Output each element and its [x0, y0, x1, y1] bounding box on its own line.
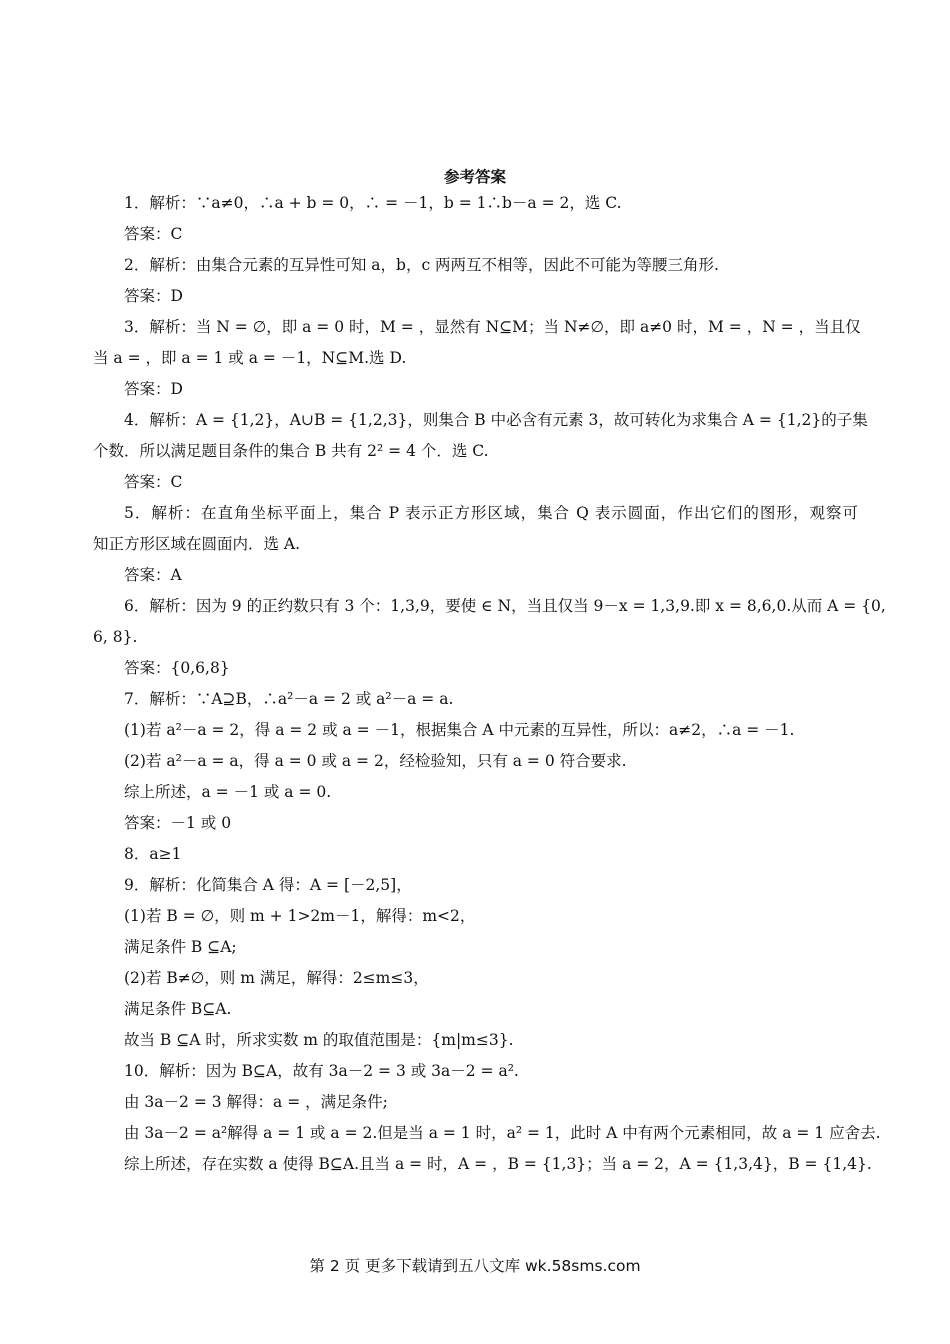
answer-9-case-2: (2)若 B≠∅，则 m 满足，解得：2≤m≤3， [124, 969, 429, 987]
answer-9-summary: 故当 B ⊆A 时，所求实数 m 的取值范围是：{m|m≤3}. [124, 1031, 514, 1049]
answer-5-result: 答案：A [124, 566, 182, 584]
answer-10-summary: 综上所述，存在实数 a 使得 B⊆A.且当 a = 时，A = ，B = {1,3}；当 a = 2，A = {1,3,4}，B = {1,4}. [124, 1155, 872, 1173]
answer-2-analysis: 2．解析：由集合元素的互异性可知 a，b，c 两两互不相等，因此不可能为等腰三角形. [124, 256, 719, 274]
answer-6-analysis-line1: 6．解析：因为 9 的正约数只有 3 个：1,3,9，要使 ∈ N，当且仅当 9－x = 1,3,9.即 x = 8,6,0.从而 A = {0, [124, 597, 886, 615]
answer-3-result: 答案：D [124, 380, 183, 398]
answer-4-result: 答案：C [124, 473, 183, 491]
answer-9-case-1-condition: 满足条件 B ⊆A; [124, 938, 237, 956]
answer-9-analysis: 9．解析：化简集合 A 得：A = [－2,5]， [124, 876, 412, 894]
answer-6-analysis-line2: 6, 8}. [93, 628, 138, 646]
answer-6-result: 答案：{0,6,8} [124, 659, 230, 677]
answer-9-case-2-condition: 满足条件 B⊆A. [124, 1000, 232, 1018]
answer-5-analysis-line1: 5．解析：在直角坐标平面上，集合 P 表示正方形区域，集合 Q 表示圆面，作出它们的图形，观察可 [124, 504, 858, 522]
answer-7-case-2: (2)若 a²－a = a，得 a = 0 或 a = 2，经检验知，只有 a = 0 符合要求. [124, 752, 627, 770]
answer-3-analysis-line1: 3．解析：当 N = ∅，即 a = 0 时，M = ，显然有 N⊆M；当 N≠∅，即 a≠0 时，M = ，N = ，当且仅 [124, 318, 861, 336]
answer-10-step-2: 由 3a－2 = a²解得 a = 1 或 a = 2.但是当 a = 1 时，a² = 1，此时 A 中有两个元素相同，故 a = 1 应舍去. [124, 1124, 881, 1142]
page-title: 参考答案 [443, 167, 506, 186]
answer-7-analysis: 7．解析：∵A⊇B，∴a²－a = 2 或 a²－a = a. [124, 690, 454, 708]
answer-1-analysis: 1．解析：∵a≠0，∴a + b = 0，∴ = －1，b = 1∴b－a = 2，选 C. [124, 194, 622, 212]
answer-2-result: 答案：D [124, 287, 183, 305]
answer-7-case-1: (1)若 a²－a = 2，得 a = 2 或 a = －1，根据集合 A 中元素的互异性，所以：a≠2，∴a = －1. [124, 721, 795, 739]
answer-4-analysis-line2: 个数．所以满足题目条件的集合 B 共有 2² = 4 个．选 C. [93, 442, 489, 460]
answer-10-analysis: 10．解析：因为 B⊆A，故有 3a－2 = 3 或 3a－2 = a². [124, 1062, 519, 1080]
answer-4-analysis-line1: 4．解析：A = {1,2}，A∪B = {1,2,3}，则集合 B 中必含有元素 3，故可转化为求集合 A = {1,2}的子集 [124, 411, 868, 429]
answer-3-analysis-line2: 当 a = ，即 a = 1 或 a = －1，N⊆M.选 D. [93, 349, 407, 367]
answer-10-step-1: 由 3a－2 = 3 解得：a = ，满足条件; [124, 1093, 388, 1111]
page-footer: 第 2 页 更多下载请到五八文库 wk.58sms.com [309, 1257, 641, 1275]
answer-5-analysis-line2: 知正方形区域在圆面内．选 A. [93, 535, 301, 553]
answer-7-summary: 综上所述，a = －1 或 a = 0. [124, 783, 332, 801]
answer-8: 8．a≥1 [124, 845, 182, 863]
answer-9-case-1: (1)若 B = ∅，则 m + 1>2m－1，解得：m<2， [124, 907, 476, 925]
answer-7-result: 答案：－1 或 0 [124, 814, 232, 832]
answer-1-result: 答案：C [124, 225, 183, 243]
